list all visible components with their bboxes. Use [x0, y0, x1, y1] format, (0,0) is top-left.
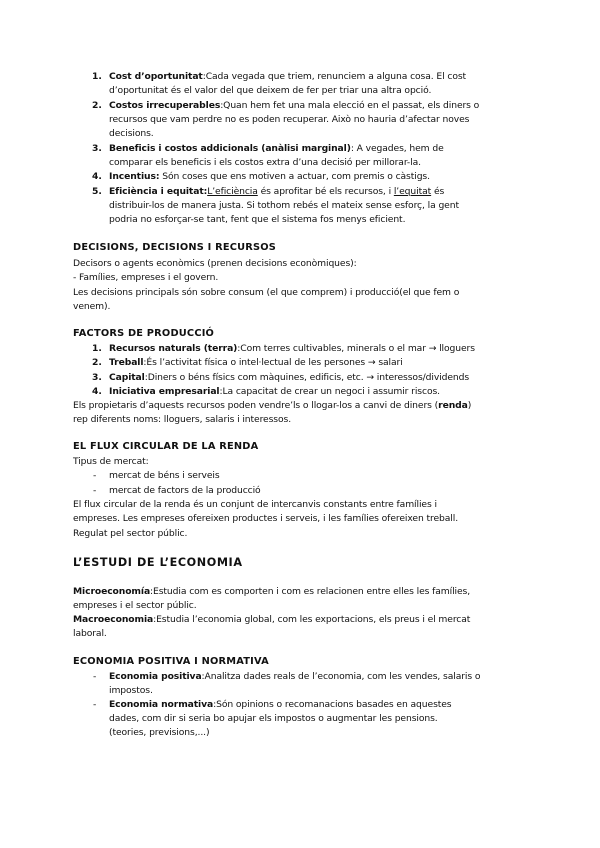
paragraph-line: venem). [73, 301, 111, 312]
paragraph-line: Les decisions principals són sobre consum (el que comprem) i producció(el que fem o [73, 287, 460, 298]
list-item: Cost d’oportunitat:Cada vegada que triem, renunciem a alguna cosa. El cost [109, 71, 467, 82]
bullet-dash: - [93, 699, 97, 710]
paragraph-line: - Famílies, empreses i el govern. [73, 272, 219, 283]
bullet-dash: - [93, 485, 97, 496]
term: Eficiència i equitat: [109, 186, 208, 197]
bullet-item-cont: (teories, previsions,...) [109, 727, 210, 738]
list-item: Capital:Diners o béns físics com màquines, edificis, etc. → interessos/dividends [109, 372, 470, 383]
list-item: Costos irrecuperables:Quan hem fet una mala elecció en el passat, els diners o [109, 100, 480, 111]
paragraph-line: Macroeconomia:Estudia l’economia global, com les exportacions, els preus i el mercat [73, 614, 471, 625]
bullet-dash: - [93, 671, 97, 682]
bullet-item: Economia positiva:Analitza dades reals de l’economia, com les vendes, salaris o [109, 671, 481, 682]
paragraph-line: empreses. Les empreses ofereixen productes i serveis, i les famílies ofereixen treball. [73, 513, 459, 524]
paragraph-line: Tipus de mercat: [73, 456, 149, 467]
list-number: 3. [92, 372, 102, 383]
list-number: 1. [92, 343, 102, 354]
list-item-cont: d’oportunitat és el valor del que deixem de fer per triar una altra opció. [109, 85, 432, 96]
paragraph-line: Regulat pel sector públic. [73, 528, 188, 539]
list-number: 2. [92, 100, 102, 111]
list-number: 1. [92, 71, 102, 82]
list-item: Iniciativa empresarial:La capacitat de crear un negoci i assumir riscos. [109, 386, 440, 397]
list-item: Treball:És l’activitat física o intel·lectual de les persones → salari [109, 357, 403, 368]
term: Beneficis i costos addicionals (anàlisi marginal) [109, 143, 351, 154]
section-heading: DECISIONS, DECISIONS I RECURSOS [73, 242, 277, 253]
list-item-cont: recursos que vam perdre no es poden recuperar. Això no hauria d’afectar noves [109, 114, 470, 125]
bullet-item-cont: dades, com dir si seria bo apujar els impostos o augmentar les pensions. [109, 713, 438, 724]
list-number: 5. [92, 186, 102, 197]
list-item-cont: decisions. [109, 128, 154, 139]
term: Incentius: [109, 171, 160, 182]
paragraph-line: El flux circular de la renda és un conjunt de intercanvis constants entre famílies i [73, 499, 437, 510]
list-item-cont: distribuir-los de manera justa. Si tothom rebés el mateix sense esforç, la gent [109, 200, 459, 211]
section-heading: EL FLUX CIRCULAR DE LA RENDA [73, 441, 259, 452]
list-item: Beneficis i costos addicionals (anàlisi marginal): A vegades, hem de [109, 143, 444, 154]
paragraph-line: Decisors o agents econòmics (prenen decisions econòmiques): [73, 258, 357, 269]
section-heading: ECONOMIA POSITIVA I NORMATIVA [73, 656, 269, 667]
term: Cost d’oportunitat [109, 71, 203, 82]
list-number: 4. [92, 386, 102, 397]
bullet-item: mercat de béns i serveis [109, 470, 220, 481]
list-number: 4. [92, 171, 102, 182]
bullet-item: Economia normativa:Són opinions o recomanacions basades en aquestes [109, 699, 452, 710]
bullet-item-cont: impostos. [109, 685, 153, 696]
list-number: 2. [92, 357, 102, 368]
paragraph-line: Els propietaris d’aquests recursos poden vendre’ls o llogar-los a canvi de diners (renda) [73, 400, 472, 411]
list-number: 3. [92, 143, 102, 154]
list-item-cont: comparar els beneficis i els costos extra d’una decisió per millorar-la. [109, 157, 421, 168]
paragraph-line: Microeconomía:Estudia com es comporten i com es relacionen entre elles les famílies, [73, 586, 471, 597]
bullet-dash: - [93, 470, 97, 481]
bullet-item: mercat de factors de la producció [109, 485, 261, 496]
section-heading: FACTORS DE PRODUCCIÓ [73, 328, 215, 339]
paragraph-line: empreses i el sector públic. [73, 600, 197, 611]
list-item: Eficiència i equitat:L’eficiència és aprofitar bé els recursos, i l’equitat és [109, 186, 445, 197]
term: Costos irrecuperables [109, 100, 221, 111]
list-item: Incentius: Són coses que ens motiven a actuar, com premis o càstigs. [109, 171, 430, 182]
section-heading: L’ESTUDI DE L’ECONOMIA [73, 556, 243, 569]
paragraph-line: laboral. [73, 628, 107, 639]
list-item-cont: podria no esforçar-se tant, fent que el sistema fos menys eficient. [109, 214, 406, 225]
paragraph-line: rep diferents noms: lloguers, salaris i interessos. [73, 414, 292, 425]
list-item: Recursos naturals (terra):Com terres cultivables, minerals o el mar → lloguers [109, 343, 475, 354]
